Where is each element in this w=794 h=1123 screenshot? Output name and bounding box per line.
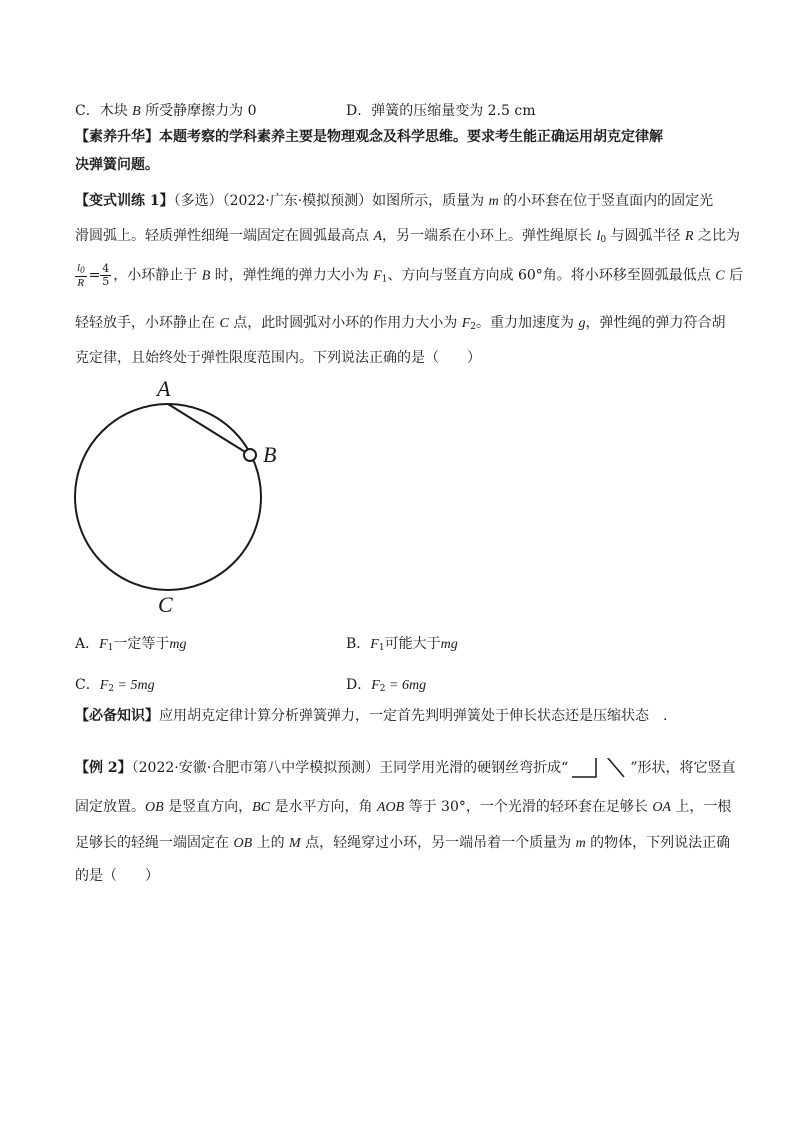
option-d-prev: D．弹簧的压缩量变为 2.5 cm [346,103,536,119]
option-label: D． [346,103,372,119]
variant1-line3: $\frac{l_0}{R}$ = $\frac{4}{5}$ ，小环静止于 B 时，弹性绳的弹力大小为 $F_1$、方向与竖直方向成 60°角。将小环移至圆弧最低点 C 后 [77,262,744,289]
label-b: B [263,442,277,467]
small-ring [244,449,256,461]
fraction-l0-over-r: $\frac{l_0}{R}$ [77,262,85,289]
variant1-line1: 【变式训练 1】（多选）（2022·广东·模拟预测）如图所示，质量为 m 的小环套在位于竖直面内的固定光 [75,193,714,209]
fraction-4-5: $\frac{4}{5}$ [102,262,110,288]
knowledge-line: 【必备知识】应用胡克定律计算分析弹簧弹力，一定首先判明弹簧处于伸长状态还是压缩状态 . [75,708,668,724]
variant1-line4: 轻轻放手，小环静止在 C 点，此时圆弧对小环的作用力大小为 $F_2$。重力加速度为 g，弹性绳的弹力符合胡 [75,315,726,332]
example2-line4: 的是（ ） [75,868,159,884]
option-label: D． [346,677,372,693]
example2-line2: 固定放置。OB 是竖直方向，BC 是水平方向，角 AOB 等于 30°，一个光滑的轻环套在足够长 OA 上，一根 [75,799,732,815]
circle-figure [60,372,300,620]
variant1-line2: 滑圆弧上。轻质弹性细绳一端固定在圆弧最高点 A，另一端系在小环上。弹性绳原长 $l_0$ 与圆弧半径 R 之比为 [75,228,741,245]
option-d: D．$F_2 = 6mg$ [346,677,427,694]
suyang-line2: 决弹簧问题。 [75,157,159,173]
option-label: C． [75,103,100,119]
option-label: A． [75,636,100,652]
knowledge-tag: 【必备知识】 [75,708,159,724]
bent-wire-icon [568,758,630,778]
example2-tag: 【例 2】 [75,760,132,776]
label-c: C [158,592,173,617]
variant1-line5: 克定律，且始终处于弹性限度范围内。下列说法正确的是（ ） [75,350,481,366]
option-b: B．$F_1$可能大于mg [346,636,458,653]
suyang-line1: 【素养升华】本题考察的学科素养主要是物理观念及科学思维。要求考生能正确运用胡克定律解 [75,129,663,145]
option-label: B． [346,636,371,652]
example2-line3: 足够长的轻绳一端固定在 OB 上的 M 点，轻绳穿过小环，另一端吊着一个质量为 m 的物体，下列说法正确 [75,835,731,851]
option-c-prev: C．木块 B 所受静摩擦力为 0 [75,103,257,119]
label-a: A [157,376,171,401]
option-c: C．$F_2 = 5mg$ [75,677,155,694]
example2-line1: 【例 2】（2022·安徽·合肥市第八中学模拟预测）王同学用光滑的硬钢丝弯折成“ ”形状，将它竖直 [75,758,735,778]
bent-wire-shape [568,758,630,778]
option-label: C． [75,677,100,693]
variant1-tag: 【变式训练 1】 [75,193,174,209]
suyang-tag: 【素养升华】 [75,129,159,145]
elastic-cord [168,404,250,455]
circle-arc [75,404,261,590]
option-a: A．$F_1$一定等于mg [75,636,187,653]
